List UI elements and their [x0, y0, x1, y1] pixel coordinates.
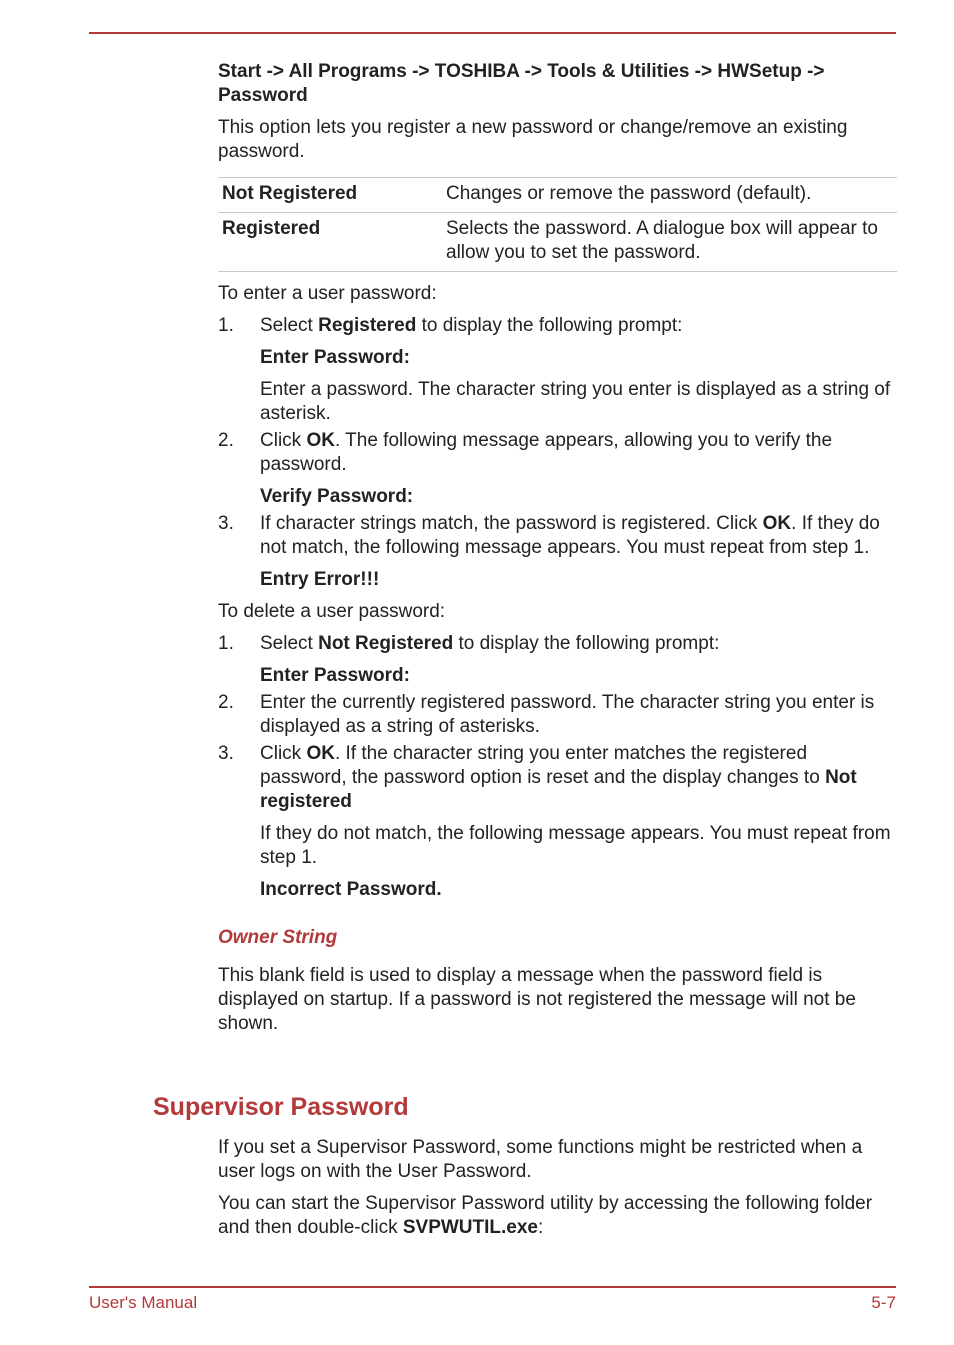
step-text: If character strings match, the password is registered. Click OK. If they do not match, the following message appears. You must repeat from step 1.	[260, 513, 880, 558]
intro-text: This option lets you register a new password or change/remove an existing password.	[218, 117, 848, 162]
table-row	[218, 213, 897, 272]
option-desc: Changes or remove the password (default).	[442, 178, 897, 213]
enter-heading: To enter a user password:	[218, 283, 437, 304]
prompt-incorrect-password: Incorrect Password.	[260, 879, 442, 900]
step-text: Enter the currently registered password. The character string you enter is displayed as a string of asterisks.	[260, 692, 875, 737]
delete-note: If they do not match, the following message appears. You must repeat from step 1.	[260, 823, 891, 868]
option-label: Registered	[218, 213, 442, 272]
step-number: 1.	[218, 315, 234, 336]
owner-string-text: This blank field is used to display a message when the password field is displayed on startup. If a password is not registered the message will not be shown.	[218, 965, 856, 1034]
step-number: 1.	[218, 633, 234, 654]
step-number: 2.	[218, 692, 234, 713]
footer-title: User's Manual	[89, 1293, 198, 1312]
enter-step-3	[218, 512, 898, 560]
step-text: Select Not Registered to display the following prompt:	[260, 633, 720, 654]
option-label: Not Registered	[218, 178, 442, 213]
menu-path	[218, 60, 898, 108]
prompt-verify-password: Verify Password:	[260, 486, 414, 507]
prompt-entry-error: Entry Error!!!	[260, 569, 380, 590]
menu-path-line2: Password	[218, 85, 308, 106]
bottom-rule	[89, 1286, 896, 1288]
owner-string-heading: Owner String	[218, 927, 338, 948]
step-text: Click OK. If the character string you enter matches the registered password, the password option is reset and the display changes to Not registered	[260, 743, 857, 812]
step-text: Click OK. The following message appears, allowing you to verify the password.	[260, 430, 833, 475]
delete-step-1	[218, 632, 898, 656]
prompt-enter-password: Enter Password:	[260, 347, 410, 368]
delete-step-2	[218, 691, 898, 739]
step-number: 3.	[218, 513, 234, 534]
prompt-enter-password-delete: Enter Password:	[260, 665, 410, 686]
menu-path-line1: Start -> All Programs -> TOSHIBA -> Tools & Utilities -> HWSetup ->	[218, 61, 825, 82]
option-desc: Selects the password. A dialogue box will appear to allow you to set the password.	[442, 213, 897, 272]
page-number: 5-7	[871, 1293, 896, 1312]
supervisor-heading: Supervisor Password	[153, 1093, 409, 1121]
enter-step-2	[218, 429, 898, 477]
supervisor-content	[218, 1136, 898, 1240]
delete-heading: To delete a user password:	[218, 601, 446, 622]
options-table	[218, 177, 897, 272]
step-number: 3.	[218, 743, 234, 764]
enter-note: Enter a password. The character string you enter is displayed as a string of asterisk.	[260, 379, 891, 424]
delete-step-3	[218, 742, 898, 814]
supervisor-para-1: If you set a Supervisor Password, some functions might be restricted when a user logs on with the User Password.	[218, 1137, 863, 1182]
top-rule	[89, 32, 896, 34]
step-number: 2.	[218, 430, 234, 451]
supervisor-para-2: You can start the Supervisor Password utility by accessing the following folder and then double-click SVPWUTIL.exe:	[218, 1193, 873, 1238]
table-row	[218, 178, 897, 213]
page-content	[218, 60, 898, 1036]
enter-step-1	[218, 314, 898, 338]
step-text: Select Registered to display the following prompt:	[260, 315, 683, 336]
